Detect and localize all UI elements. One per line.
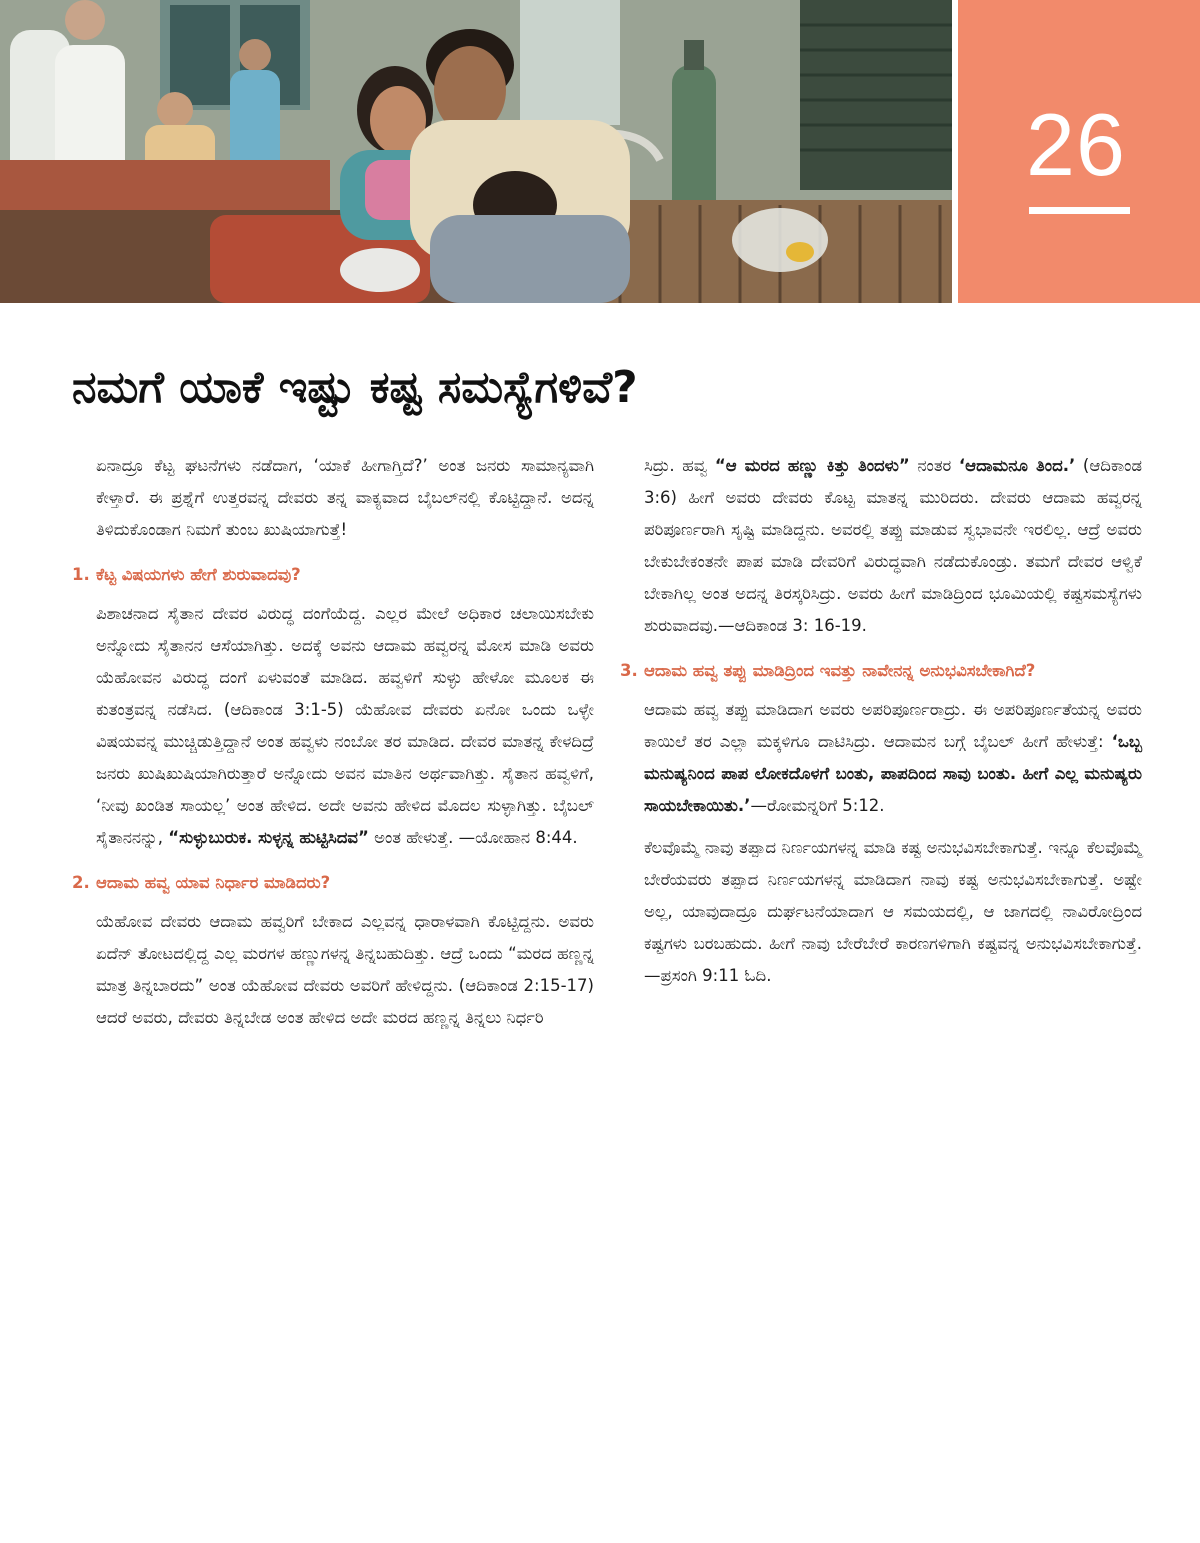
- answer-2-cont-a: ಸಿದ್ರು. ಹವ್ವ: [644, 456, 715, 475]
- intro-paragraph: ಏನಾದ್ರೂ ಕೆಟ್ಟ ಘಟನೆಗಳು ನಡೆದಾಗ, ‘ಯಾಕೆ ಹೀಗಾಗ್ತಿದೆ?’ ಅಂತ ಜನರು ಸಾಮಾನ್ಯವಾಗಿ ಕೇಳ್ತಾರೆ. ಈ ಪ್ರಶ್ನೆಗೆ ಉತ್ತರವನ್ನ ದೇವರು ತನ್ನ ವಾಕ್ಯವಾದ ಬೈಬಲ್‌ನಲ್ಲಿ ಕೊಟ್ಟಿದ್ದಾನೆ. ಅದನ್ನ ತಿಳಿದುಕೊಂಡಾಗ ನಿಮಗೆ ತುಂಬ ಖುಷಿಯಾಗುತ್ತೆ!: [96, 456, 594, 539]
- question-1-text: ಕೆಟ್ಟ ವಿಷಯಗಳು ಹೇಗೆ ಶುರುವಾದವು?: [96, 565, 301, 584]
- left-column: [72, 450, 594, 1048]
- lesson-number: 26: [1026, 95, 1126, 194]
- answer-1-text-a: ಪಿಶಾಚನಾದ ಸೈತಾನ ದೇವರ ವಿರುದ್ಧ ದಂಗೆಯೆದ್ದ. ಎಲ್ಲರ ಮೇಲೆ ಅಧಿಕಾರ ಚಲಾಯಿಸಬೇಕು ಅನ್ನೋದು ಸೈತಾನನ ಆಸೆಯಾಗಿತ್ತು. ಅದಕ್ಕೆ ಅವನು ಆದಾಮ ಹವ್ವರನ್ನ ಮೋಸ ಮಾಡಿ ಅವರು ಯೆಹೋವನ ವಿರುದ್ಧ ದಂಗೆ ಏಳುವಂತೆ ಮಾಡಿದ. ಹವ್ವಳಿಗೆ ಸುಳ್ಳು ಹೇಳೋ ಮೂಲಕ ಈ ಕುತಂತ್ರವನ್ನ ನಡೆಸಿದ. (ಆದಿಕಾಂಡ 3:1-5) ಯೆಹೋವ ದೇವರು ಏನೋ ಒಂದು ಒಳ್ಳೇ ವಿಷಯವನ್ನ ಮುಚ್ಚಿಡುತ್ತಿದ್ದಾನೆ ಅಂತ ಹವ್ವಳು ನಂಬೋ ತರ ಮಾಡಿದ. ದೇವರ ಮಾತನ್ನ ಕೇಳದಿದ್ರೆ ಜನರು ಖುಷಿಖುಷಿಯಾಗಿರುತ್ತಾರೆ ಅನ್ನೋದು ಅವನ ಮಾತಿನ ಅರ್ಥವಾಗಿತ್ತು. ಸೈತಾನ ಹವ್ವಳಿಗೆ, ‘ನೀವು ಖಂಡಿತ ಸಾಯಲ್ಲ’ ಅಂತ ಹೇಳಿದ. ಅದೇ ಅವನು ಹೇಳಿದ ಮೊದಲ ಸುಳ್ಳಾಗಿತ್ತು. ಬೈಬಲ್ ಸೈತಾನನನ್ನು,: [96, 604, 594, 847]
- question-3-text: ಆದಾಮ ಹವ್ವ ತಪ್ಪು ಮಾಡಿದ್ರಿಂದ ಇವತ್ತು ನಾವೇನನ್ನ ಅನುಭವಿಸಬೇಕಾಗಿದೆ?: [644, 661, 1036, 680]
- question-2-text: ಆದಾಮ ಹವ್ವ ಯಾವ ನಿರ್ಧಾರ ಮಾಡಿದರು?: [96, 873, 331, 892]
- question-1-number: 1.: [72, 565, 90, 584]
- answer-2-paragraph: ಯೆಹೋವ ದೇವರು ಆದಾಮ ಹವ್ವರಿಗೆ ಬೇಕಾದ ಎಲ್ಲವನ್ನ ಧಾರಾಳವಾಗಿ ಕೊಟ್ಟಿದ್ದನು. ಅವರು ಏದೆನ್ ತೋಟದಲ್ಲಿದ್ದ ಎಲ್ಲ ಮರಗಳ ಹಣ್ಣುಗಳನ್ನ ತಿನ್ನಬಹುದಿತ್ತು. ಆದ್ರೆ ಒಂದು “ಮರದ ಹಣ್ಣನ್ನ ಮಾತ್ರ ತಿನ್ನಬಾರದು” ಅಂತ ಯೆಹೋವ ದೇವರು ಅವರಿಗೆ ಹೇಳಿದ್ದನು. (ಆದಿಕಾಂಡ 2:15-17) ಆದರೆ ಅವರು, ದೇವರು ತಿನ್ನಬೇಡ ಅಂತ ಹೇಳಿದ ಅದೇ ಮರದ ಹಣ್ಣನ್ನ ತಿನ್ನಲು ನಿರ್ಧರಿ: [96, 912, 594, 1027]
- question-2-number: 2.: [72, 873, 90, 892]
- question-3-number: 3.: [620, 661, 638, 680]
- lesson-number-underline: [1029, 207, 1130, 214]
- answer-2-bold-quote-2: ‘ಆದಾಮನೂ ತಿಂದ.’: [958, 456, 1076, 475]
- answer-2-cont-b: ನಂತರ: [909, 456, 959, 475]
- hospital-scene-illustration: [0, 0, 952, 303]
- page-title: ನಮಗೆ ಯಾಕೆ ಇಷ್ಟು ಕಷ್ಟ ಸಮಸ್ಯೆಗಳಿವೆ?: [72, 362, 638, 413]
- answer-1-bold-quote: “ಸುಳ್ಳುಬುರುಕ. ಸುಳ್ಳನ್ನ ಹುಟ್ಟಿಸಿದವ”: [168, 828, 369, 847]
- question-2-heading: [72, 868, 594, 898]
- question-1-heading: [72, 560, 594, 590]
- answer-3-p1-tail: —ರೋಮನ್ನರಿಗೆ 5:12.: [750, 796, 885, 815]
- answer-3-bold-quote: ‘ಒಬ್ಬ ಮನುಷ್ಯನಿಂದ ಪಾಪ ಲೋಕದೊಳಗೆ ಬಂತು, ಪಾಪದಿಂದ ಸಾವು ಬಂತು. ಹೀಗೆ ಎಲ್ಲ ಮನುಷ್ಯರು ಸಾಯಬೇಕಾಯಿತು.’: [644, 732, 1142, 815]
- answer-2-cont-c: (ಆದಿಕಾಂಡ 3:6) ಹೀಗೆ ಅವರು ದೇವರು ಕೊಟ್ಟ ಮಾತನ್ನ ಮುರಿದರು. ದೇವರು ಆದಾಮ ಹವ್ವರನ್ನ ಪರಿಪೂರ್ಣರಾಗಿ ಸೃಷ್ಟಿ ಮಾಡಿದ್ದನು. ಅವರಲ್ಲಿ ತಪ್ಪು ಮಾಡುವ ಸ್ವಭಾವನೇ ಇರಲಿಲ್ಲ. ಆದ್ರೆ ಅವರು ಬೇಕುಬೇಕಂತನೇ ಪಾಪ ಮಾಡಿ ದೇವರಿಗೆ ವಿರುದ್ಧವಾಗಿ ನಡೆದುಕೊಂಡ್ರು. ತಮಗೆ ದೇವರ ಆಳ್ವಿಕೆ ಬೇಕಾಗಿಲ್ಲ ಅಂತ ಅದನ್ನ ತಿರಸ್ಕರಿಸಿದ್ರು. ಅವರು ಹೀಗೆ ಮಾಡಿದ್ರಿಂದ ಭೂಮಿಯಲ್ಲಿ ಕಷ್ಟಸಮಸ್ಯೆಗಳು ಶುರುವಾದವು.—ಆದಿಕಾಂಡ 3: 16-19.: [644, 456, 1142, 635]
- answer-1-paragraph: [72, 598, 594, 854]
- answer-2-bold-quote-1: “ಆ ಮರದ ಹಣ್ಣು ಕಿತ್ತು ತಿಂದಳು”: [714, 456, 910, 475]
- right-column: [620, 450, 1142, 1006]
- answer-3-p1-text: ಆದಾಮ ಹವ್ವ ತಪ್ಪು ಮಾಡಿದಾಗ ಅವರು ಅಪರಿಪೂರ್ಣರಾದ್ರು. ಈ ಅಪರಿಪೂರ್ಣತೆಯನ್ನ ಅವರು ಕಾಯಿಲೆ ತರ ಎಲ್ಲಾ ಮಕ್ಕಳಿಗೂ ದಾಟಿಸಿದ್ರು. ಆದಾಮನ ಬಗ್ಗೆ ಬೈಬಲ್ ಹೀಗೆ ಹೇಳುತ್ತೆ:: [644, 700, 1142, 751]
- hero-photo: [0, 0, 952, 303]
- answer-3-paragraph-2: ಕೆಲವೊಮ್ಮೆ ನಾವು ತಪ್ಪಾದ ನಿರ್ಣಯಗಳನ್ನ ಮಾಡಿ ಕಷ್ಟ ಅನುಭವಿಸಬೇಕಾಗುತ್ತೆ. ಇನ್ನೂ ಕೆಲವೊಮ್ಮೆ ಬೇರೆಯವರು ತಪ್ಪಾದ ನಿರ್ಣಯಗಳನ್ನ ಮಾಡಿದಾಗ ನಾವು ಕಷ್ಟ ಅನುಭವಿಸಬೇಕಾಗುತ್ತೆ. ಅಷ್ಟೇ ಅಲ್ಲ, ಯಾವುದಾದ್ರೂ ದುರ್ಘಟನೆಯಾದಾಗ ಆ ಸಮಯದಲ್ಲಿ, ಆ ಜಾಗದಲ್ಲಿ ನಾವಿರೋದ್ರಿಂದ ಕಷ್ಟಗಳು ಬರಬಹುದು. ಹೀಗೆ ನಾವು ಬೇರೆಬೇರೆ ಕಾರಣಗಳಿಗಾಗಿ ಕಷ್ಟವನ್ನ ಅನುಭವಿಸಬೇಕಾಗುತ್ತೆ.—ಪ್ರಸಂಗಿ 9:11 ಓದಿ.: [644, 838, 1142, 985]
- answer-3-paragraph-1: [620, 694, 1142, 822]
- answer-2-continued-paragraph: [620, 450, 1142, 642]
- question-3-heading: [620, 656, 1142, 686]
- lesson-number-panel: [958, 0, 1200, 303]
- answer-1-text-b: ಅಂತ ಹೇಳುತ್ತೆ. —ಯೋಹಾನ 8:44.: [368, 828, 578, 847]
